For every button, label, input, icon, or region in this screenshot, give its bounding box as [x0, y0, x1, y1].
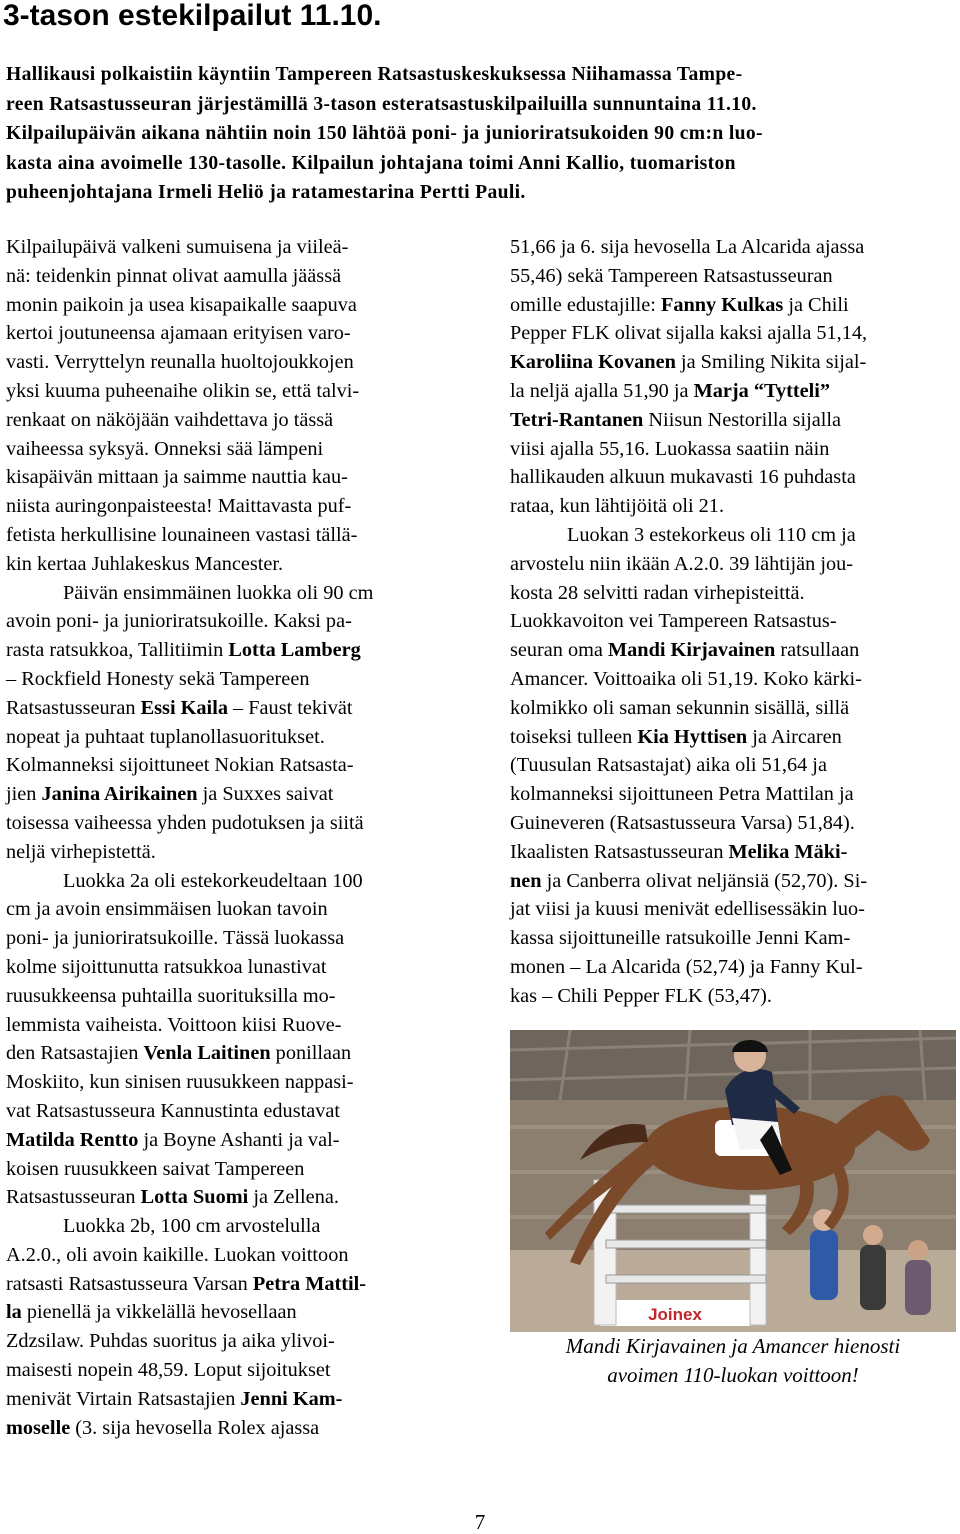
text-run: seuran oma: [510, 639, 608, 662]
bold-name: Fanny Kulkas: [660, 293, 784, 316]
text-run: nä: teidenkin pinnat olivat aamulla jäässä: [6, 264, 342, 287]
text-run: ja Aircaren: [747, 725, 842, 748]
lead-line: Hallikausi polkaistiin käyntiin Tampereen Ratsastuskeskuksessa Niihamassa Tampe-: [6, 64, 743, 85]
text-run: rataa, kun lähtijöitä oli 21.: [510, 495, 725, 518]
bold-name: Lotta Suomi: [140, 1186, 249, 1209]
lead-line: Kilpailupäivän aikana nähtiin noin 150 lähtöä poni- ja junioriratsukoiden 90 cm:n luo-: [6, 123, 763, 144]
article-title: 3-tason estekilpailut 11.10.: [3, 0, 382, 32]
text-line: [6, 435, 454, 464]
text-line: [510, 435, 950, 464]
bold-name: Karoliina Kovanen: [510, 351, 676, 374]
text-run: (3. sija hevosella Rolex ajassa: [70, 1416, 320, 1439]
text-run: ratsasti Ratsastusseura Varsan: [6, 1272, 253, 1295]
bold-name: Petra Mattil-: [252, 1272, 367, 1295]
text-run: viisi ajalla 55,16. Luokassa saatiin näin: [510, 437, 830, 460]
text-run: 51,66 ja 6. sija hevosella La Alcarida ajassa: [510, 236, 865, 258]
text-line: [510, 694, 950, 723]
text-run: 55,46) sekä Tampereen Ratsastusseuran: [510, 264, 833, 287]
text-line: [6, 751, 454, 780]
text-line: [6, 1155, 454, 1184]
right-column: [510, 233, 950, 1011]
photo-illustration: [510, 1030, 956, 1332]
text-line: [6, 694, 454, 723]
text-run: ja Suxxes saivat: [197, 783, 334, 806]
text-run: Luokan 3 estekorkeus oli 110 cm ja: [567, 523, 856, 546]
text-run: Luokka 2a oli estekorkeudeltaan 100: [63, 869, 363, 892]
text-run: Kilpailupäivä valkeni sumuisena ja viileä-: [6, 236, 349, 258]
text-line: [6, 1097, 454, 1126]
text-run: koisen ruusukkeen saivat Tampereen: [6, 1157, 305, 1180]
text-line: [510, 895, 950, 924]
text-run: neljä virhepistettä.: [6, 840, 156, 863]
text-line: [6, 1039, 454, 1068]
text-line: [6, 377, 454, 406]
text-run: Ratsastusseuran: [6, 696, 141, 719]
text-line: [510, 607, 950, 636]
text-line: [510, 780, 950, 809]
text-run: nopeat ja puhtaat tuplanollasuoritukset.: [6, 725, 325, 748]
text-line: [6, 492, 454, 521]
text-line: [6, 838, 454, 867]
text-line: [6, 723, 454, 752]
text-run: Luokka 2b, 100 cm arvostelulla: [63, 1215, 321, 1238]
text-line: [6, 1241, 454, 1270]
text-line: [510, 751, 950, 780]
text-line: [6, 1385, 454, 1414]
text-line: [6, 1327, 454, 1356]
text-line: [510, 291, 950, 320]
text-run: Kolmanneksi sijoittuneet Nokian Ratsasta-: [6, 754, 354, 777]
bold-name: Venla Laitinen: [143, 1042, 271, 1065]
text-line: [510, 463, 950, 492]
text-line: [6, 1356, 454, 1385]
text-line: [6, 1011, 454, 1040]
text-line: [6, 463, 454, 492]
text-run: vat Ratsastusseura Kannustinta edustavat: [6, 1099, 340, 1122]
text-run: ja Boyne Ashanti ja val-: [138, 1128, 340, 1151]
text-run: ponillaan: [270, 1042, 352, 1065]
text-line: [510, 867, 950, 896]
lead-line: kasta aina avoimelle 130-tasolle. Kilpailun johtajana toimi Anni Kallio, tuomariston: [6, 152, 736, 174]
lead-line: puheenjohtajana Irmeli Heliö ja ratamestarina Pertti Pauli.: [6, 182, 526, 203]
text-run: A.2.0., oli avoin kaikille. Luokan voittoon: [6, 1243, 349, 1266]
caption-line: Mandi Kirjavainen ja Amancer hienosti: [565, 1334, 901, 1358]
text-run: hallikauden alkuun mukavasti 16 puhdasta: [510, 466, 856, 489]
bold-name: Essi Kaila: [140, 696, 228, 719]
text-run: ratsullaan: [775, 639, 860, 662]
text-line: [6, 780, 454, 809]
text-run: kolmanneksi sijoittuneen Petra Mattilan ja: [510, 783, 854, 806]
text-run: kosta 28 selvitti radan virhepisteittä.: [510, 581, 805, 604]
text-line: [6, 1068, 454, 1097]
text-run: kassa sijoittuneille ratsukoille Jenni Kam-: [510, 927, 851, 950]
text-line: [6, 406, 454, 435]
text-line: [6, 1270, 454, 1299]
text-line: [510, 348, 950, 377]
text-run: kin kertaa Juhlakeskus Mancester.: [6, 552, 284, 575]
text-run: kisapäivän mittaan ja saimme nauttia kau-: [6, 466, 348, 489]
bold-name: moselle: [6, 1416, 71, 1439]
text-line: [510, 723, 950, 752]
text-run: cm ja avoin ensimmäisen luokan tavoin: [6, 898, 328, 921]
page-number: 7: [474, 1510, 486, 1534]
text-run: Pepper FLK olivat sijalla kaksi ajalla 51,14,: [510, 322, 868, 345]
text-run: kas – Chili Pepper FLK (53,47).: [510, 984, 772, 1007]
text-run: Luokkavoiton vei Tampereen Ratsastus-: [510, 610, 837, 633]
bold-name: Lotta Lamberg: [228, 639, 361, 662]
text-run: niista auringonpaisteesta! Maittavasta puf-: [6, 495, 352, 518]
text-line: [6, 1298, 454, 1327]
text-run: jat viisi ja kuusi menivät edellisessäkin luo-: [510, 898, 865, 921]
text-line: [6, 636, 454, 665]
text-line: [6, 1212, 454, 1241]
text-run: avoin poni- ja junioriratsukoille. Kaksi pa-: [6, 610, 352, 633]
text-line: [6, 1183, 454, 1212]
text-line: [510, 492, 950, 521]
text-line: [510, 838, 950, 867]
text-line: [6, 809, 454, 838]
text-run: kolme sijoittunutta ratsukkoa lunastivat: [6, 955, 327, 978]
text-line: [510, 377, 950, 406]
text-line: [510, 579, 950, 608]
banner-text: Joinex: [648, 1305, 702, 1324]
text-run: la neljä ajalla 51,90 ja: [510, 379, 694, 402]
bold-name: Marja “Tytteli”: [693, 379, 831, 402]
photo-caption: [510, 1332, 956, 1390]
text-run: den Ratsastajien: [6, 1042, 144, 1065]
text-run: lemmista vaiheista. Voittoon kiisi Ruove-: [6, 1013, 342, 1036]
text-run: ja Chili: [783, 293, 849, 316]
text-run: toiseksi tulleen: [510, 725, 638, 748]
text-line: [6, 1126, 454, 1155]
text-line: [510, 406, 950, 435]
text-run: fetista herkullisine lounaineen vastasi tällä-: [6, 523, 358, 546]
bold-name: Jenni Kam-: [240, 1387, 343, 1410]
text-run: vasti. Verryttelyn reunalla huoltojoukkojen: [6, 351, 354, 374]
bold-name: Melika Mäki-: [728, 840, 848, 863]
bold-name: Matilda Rentto: [6, 1128, 139, 1151]
text-run: jien: [6, 783, 42, 806]
text-run: Ikaalisten Ratsastusseuran: [510, 840, 729, 863]
text-run: menivät Virtain Ratsastajien: [6, 1387, 241, 1410]
text-line: [6, 867, 454, 896]
bold-name: Kia Hyttisen: [637, 725, 748, 748]
text-line: [510, 521, 950, 550]
bold-name: Janina Airikainen: [41, 783, 198, 806]
text-run: (Tuusulan Ratsastajat) aika oli 51,64 ja: [510, 754, 827, 777]
text-run: kolmikko oli saman sekunnin sisällä, sillä: [510, 696, 850, 719]
text-line: [510, 953, 950, 982]
text-run: Amancer. Voittoaika oli 51,19. Koko kärki-: [510, 667, 862, 690]
text-run: kertoi joutuneensa ajamaan erityisen varo-: [6, 322, 351, 345]
text-run: Guineveren (Ratsastusseura Varsa) 51,84).: [510, 811, 855, 834]
text-run: omille edustajille:: [510, 293, 661, 316]
text-line: [510, 319, 950, 348]
text-line: [6, 953, 454, 982]
text-run: monen – La Alcarida (52,74) ja Fanny Kul-: [510, 955, 863, 978]
text-line: [510, 636, 950, 665]
bold-name: Tetri-Rantanen: [510, 408, 644, 431]
text-line: [510, 550, 950, 579]
text-run: Zdzsilaw. Puhdas suoritus ja aika ylivoi-: [6, 1330, 335, 1353]
text-run: ja Canberra olivat neljänsiä (52,70). Si-: [541, 869, 868, 892]
text-line: [6, 291, 454, 320]
bold-name: nen: [510, 869, 542, 892]
text-line: [6, 982, 454, 1011]
text-line: [6, 233, 454, 262]
text-run: toisessa vaiheessa yhden pudotuksen ja siitä: [6, 811, 364, 834]
text-line: [510, 665, 950, 694]
text-line: [6, 895, 454, 924]
text-line: [6, 579, 454, 608]
text-line: [510, 262, 950, 291]
text-run: Niisun Nestorilla sijalla: [643, 408, 842, 431]
text-line: [6, 607, 454, 636]
text-run: rasta ratsukkoa, Tallitiimin: [6, 639, 229, 662]
text-run: ruusukkeensa puhtailla suorituksilla mo-: [6, 984, 336, 1007]
text-run: Päivän ensimmäinen luokka oli 90 cm: [63, 581, 374, 604]
lead-paragraph: [6, 60, 936, 208]
show-jumping-photo: [510, 1030, 956, 1332]
bold-name: Mandi Kirjavainen: [608, 639, 776, 662]
text-line: [6, 665, 454, 694]
text-line: [6, 348, 454, 377]
text-run: – Rockfield Honesty sekä Tampereen: [6, 667, 310, 690]
text-line: [6, 1414, 454, 1443]
text-run: arvostelu niin ikään A.2.0. 39 lähtijän jou-: [510, 552, 854, 575]
text-run: maisesti nopein 48,59. Loput sijoitukset: [6, 1359, 331, 1382]
text-line: [510, 982, 950, 1011]
text-run: Moskiito, kun sinisen ruusukkeen nappasi-: [6, 1071, 354, 1094]
text-line: [510, 924, 950, 953]
text-line: [510, 809, 950, 838]
text-run: ja Smiling Nikita sijal-: [675, 351, 867, 374]
text-run: yksi kuuma puheenaihe olikin se, että talvi-: [6, 379, 360, 402]
text-run: vaiheessa syksyä. Onneksi sää lämpeni: [6, 437, 324, 460]
caption-line: avoimen 110-luokan voittoon!: [607, 1363, 859, 1387]
left-column: [6, 233, 454, 1442]
lead-line: reen Ratsastusseuran järjestämillä 3-tason esteratsastuskilpailuilla sunnuntaina 11.10.: [6, 93, 757, 115]
text-run: ja Zellena.: [248, 1186, 339, 1209]
text-line: [6, 550, 454, 579]
text-run: poni- ja junioriratsukoille. Tässä luokassa: [6, 927, 345, 950]
text-run: monin paikoin ja usea kisapaikalle saapuva: [6, 293, 357, 316]
text-run: Ratsastusseuran: [6, 1186, 141, 1209]
text-line: [6, 924, 454, 953]
text-line: [6, 521, 454, 550]
text-run: renkaat on näköjään vaihdettava jo tässä: [6, 408, 334, 431]
text-run: pienellä ja vikkelällä hevosellaan: [21, 1301, 297, 1324]
text-line: [6, 262, 454, 291]
text-run: – Faust tekivät: [227, 696, 353, 719]
text-line: [6, 319, 454, 348]
text-line: [510, 233, 950, 262]
bold-name: la: [6, 1301, 22, 1324]
